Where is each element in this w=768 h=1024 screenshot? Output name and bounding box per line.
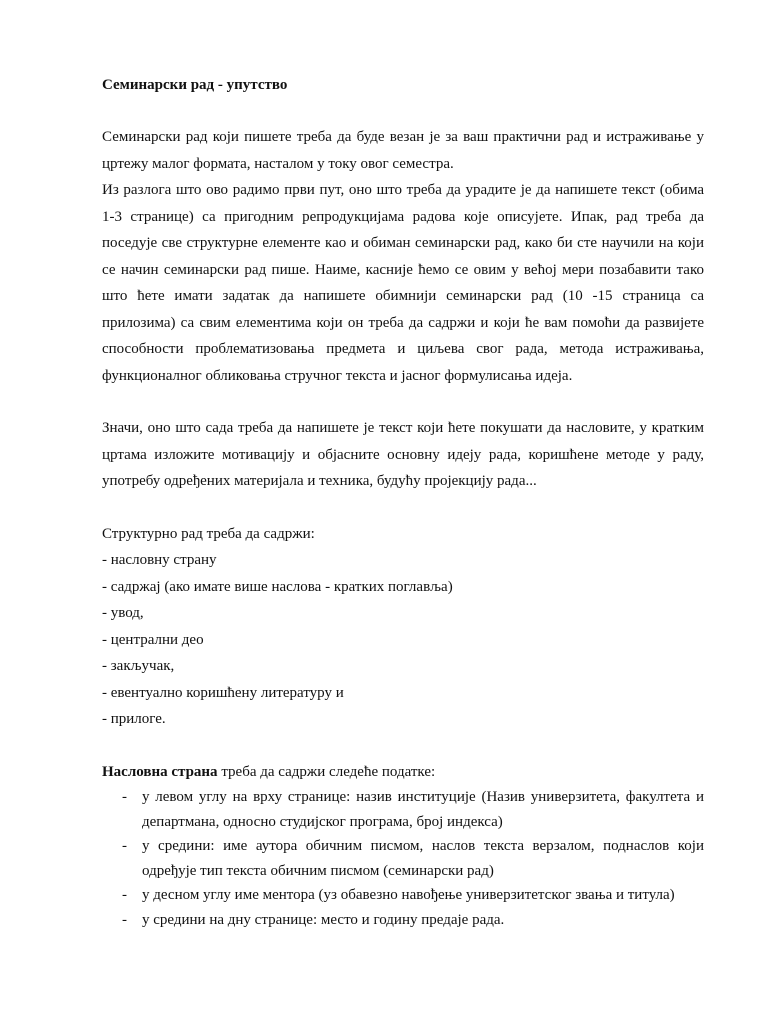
structure-item: - насловну страну [102,552,217,568]
title-page-item-text: у средини: име аутора обичним писмом, наслов текста верзалом, поднаслов који одређује тип текста обичним писмом (семинарски рад) [142,838,704,879]
title-page-list [102,785,704,932]
title-page-item [102,883,704,908]
structure-item: - закључак, [102,658,175,674]
dash-bullet: - [122,911,127,928]
dash-bullet: - [122,887,127,903]
title-page-heading [102,759,704,786]
title-page-item [102,785,704,834]
structure-item: - садржај (ако имате више наслова - кратких поглавља) [102,578,453,595]
document-title: Семинарски рад - упутство [102,77,288,93]
structure-heading: Структурно рад треба да садржи: [102,525,315,542]
spacer [102,389,704,415]
title-page-item-text: у левом углу на врху странице: назив институције (Назив универзитета, факултета и департмана, односно студијског програма, број индекса) [142,789,704,830]
dash-bullet: - [122,838,127,854]
structure-item: - централни део [102,631,204,648]
paragraph-summary: Значи, оно што сада треба да напишете је текст који ћете покушати да насловите, у кратким цртама изложите мотивацију и објасните основну идеју рада, коришћене методе у раду, употребу одређених материјала и техника, будућу пројекцију рада... [102,420,704,489]
spacer [102,495,704,521]
title-page-item-text: у средини на дну странице: место и годину предаје рада. [142,911,505,928]
spacer [102,733,704,759]
structure-list [102,547,704,733]
title-page-item [102,908,704,933]
title-page-heading-rest: треба да садржи следеће податке: [217,763,436,780]
structure-item: - увод, [102,605,144,621]
structure-item: - прилоге. [102,711,166,727]
structure-item: - евентуално коришћену литературу и [102,684,344,701]
dash-bullet: - [122,789,127,805]
paragraph-intro: Семинарски рад који пишете треба да буде везан је за ваш практични рад и истраживање у цртежу малог формата, насталом у току овог семестра. [102,129,704,172]
title-page-bold-label: Насловна страна [102,763,218,780]
title-page-item-text: у десном углу име ментора (уз обавезно навођење универзитетског звања и титула) [142,887,675,903]
title-page-item [102,834,704,883]
paragraph-reason: Из разлога што ово радимо први пут, оно што треба да урадите је да напишете текст (обима 1-3 странице) са пригодним репродукцијама радова које описујете. Ипак, рад треба да поседује све структурне елементе као и обиман семинарски рад, како би сте научили на који се начин семинарски рад пише. Наиме, касније ћемо се овим у већој мери позабавити тако што ћете имати задатак да напишете обимнији семинарски рад (10 -15 страница са прилозима) са свим елементима који он треба да садржи и који ће вам помоћи да развијете способности проблематизовања предмета и циљева свог рада, метода истраживања, функционалног обликовања стручног текста и јасног формулисања идеја. [102,182,704,384]
